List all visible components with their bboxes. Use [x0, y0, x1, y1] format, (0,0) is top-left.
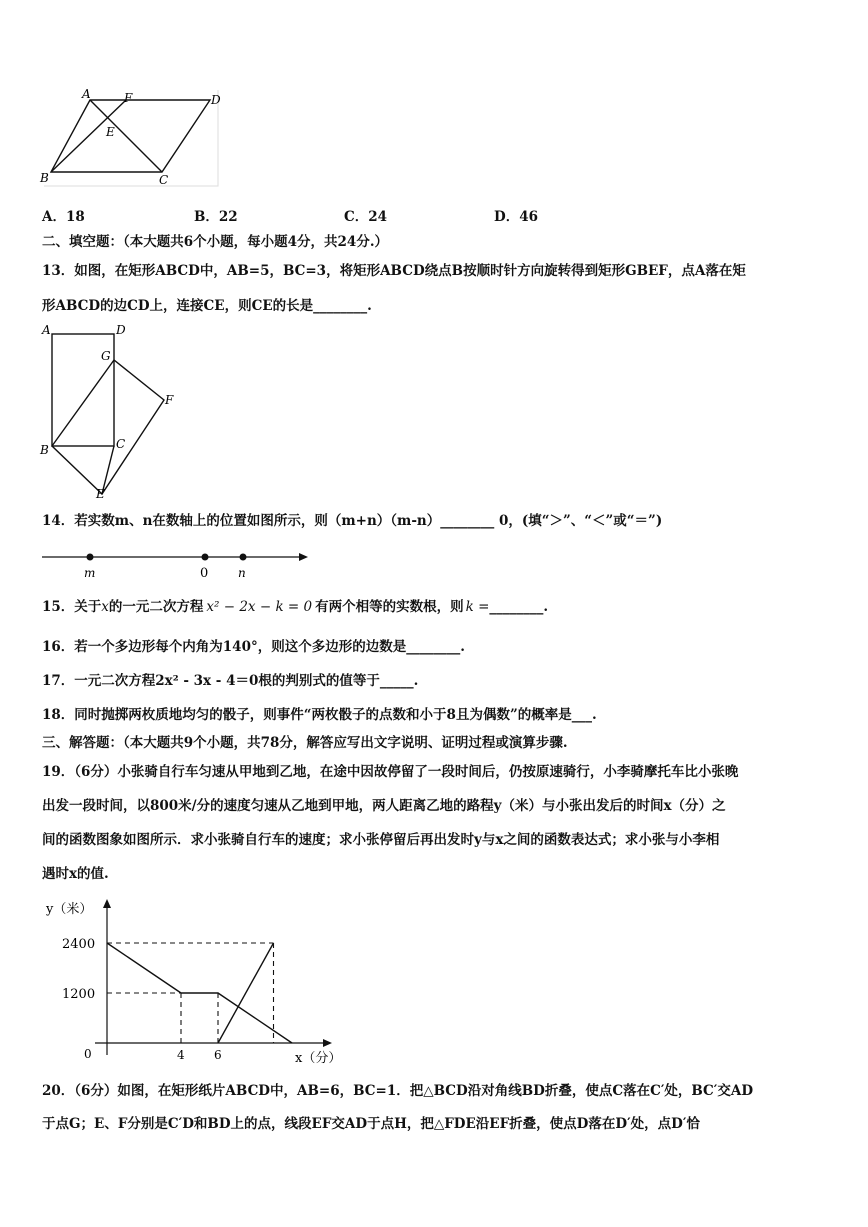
q18-text: 18．同时抛掷两枚质地均匀的骰子，则事件“两枚骰子的点数和小于8且为偶数”的概率是___. — [42, 707, 597, 723]
section-fill-in-heading: 二、填空题：（本大题共6个小题，每小题4分，共24分.） — [42, 234, 389, 250]
q13-line2: 形ABCD的边CD上，连接CE，则CE的长是________. — [42, 298, 372, 314]
distance-time-graph — [40, 895, 360, 1070]
q19-line4: 遇时x的值. — [42, 866, 109, 882]
origin-label: 0 — [84, 1047, 92, 1061]
option-b: B．22 — [194, 209, 238, 225]
label-d: D — [211, 93, 221, 107]
q16-text: 16．若一个多边形每个内角为140°，则这个多边形的边数是________. — [42, 639, 465, 655]
label-zero: 0 — [200, 566, 209, 580]
point-m — [87, 554, 94, 561]
label-f: F — [124, 91, 133, 105]
label-a: A — [42, 323, 51, 337]
label-c: C — [159, 173, 169, 187]
parallelogram-outline — [51, 100, 210, 172]
x-axis-label: x（分） — [295, 1051, 342, 1066]
q20-line2: 于点G；E、F分别是C′D和BD上的点，线段EF交AD于点H，把△FDE沿EF折叠，使点D落在D′处，点D′恰 — [42, 1116, 700, 1132]
option-c: C．24 — [344, 209, 388, 225]
q13-line1: 13．如图，在矩形ABCD中，AB=5，BC=3，将矩形ABCD绕点B按顺时针方向旋转得到矩形GBEF，点A落在矩 — [42, 263, 746, 279]
label-b: B — [40, 443, 49, 457]
option-a: A．18 — [42, 209, 85, 225]
q19-line2: 出发一段时间，以800米/分的速度匀速从乙地到甲地，两人距离乙地的路程y（米）与小张出发后的时间x（分）之 — [42, 798, 726, 814]
x-tick-label-6: 6 — [214, 1048, 222, 1062]
q14-text: 14．若实数m、n在数轴上的位置如图所示，则（m+n）（m-n）________ 0，(填“＞”、“＜”或“＝”) — [42, 513, 663, 529]
segment-ac — [90, 100, 162, 172]
label-e: E — [96, 487, 105, 501]
label-d: D — [116, 323, 126, 337]
label-e: E — [106, 125, 115, 139]
parallelogram-figure — [38, 88, 228, 188]
q17-text: 17．一元二次方程2x² - 3x - 4＝0根的判别式的值等于_____. — [42, 673, 419, 689]
label-g: G — [101, 349, 111, 363]
option-d: D．46 — [494, 209, 538, 225]
label-f: F — [165, 393, 174, 407]
section-answer-heading: 三、解答题：（本大题共9个小题，共78分，解答应写出文字说明、证明过程或演算步骤. — [42, 735, 568, 751]
x-axis-arrow — [323, 1039, 332, 1047]
label-a: A — [82, 88, 91, 101]
label-b: B — [40, 171, 49, 185]
q20-line1: 20．（6分）如图，在矩形纸片ABCD中，AB=6，BC=1．把△BCD沿对角线BD折叠，使点C落在C′处，BC′交AD — [42, 1083, 754, 1099]
rectangle-rotation-figure — [36, 322, 186, 502]
label-n: n — [238, 566, 246, 580]
series-line-2 — [218, 943, 274, 1043]
y-axis-label: y（米） — [46, 902, 93, 917]
q19-line1: 19．（6分）小张骑自行车匀速从甲地到乙地，在途中因故停留了一段时间后，仍按原速骑行，小李骑摩托车比小张晚 — [42, 764, 739, 780]
point-origin — [202, 554, 209, 561]
label-c: C — [116, 437, 126, 451]
y-axis-arrow — [103, 899, 111, 908]
y-tick-label-2400: 2400 — [62, 937, 96, 952]
x-tick-label-4: 4 — [177, 1048, 185, 1062]
q15-text: 15．关于x的一元二次方程 x² − 2x − k = 0 有两个相等的实数根，则 k =________. — [42, 599, 549, 615]
label-m: m — [84, 566, 96, 580]
point-n — [240, 554, 247, 561]
y-tick-label-1200: 1200 — [62, 987, 96, 1002]
q19-line3: 间的函数图象如图所示．求小张骑自行车的速度；求小张停留后再出发时y与x之间的函数表达式；求小张与小李相 — [42, 832, 720, 848]
number-line — [42, 546, 314, 580]
